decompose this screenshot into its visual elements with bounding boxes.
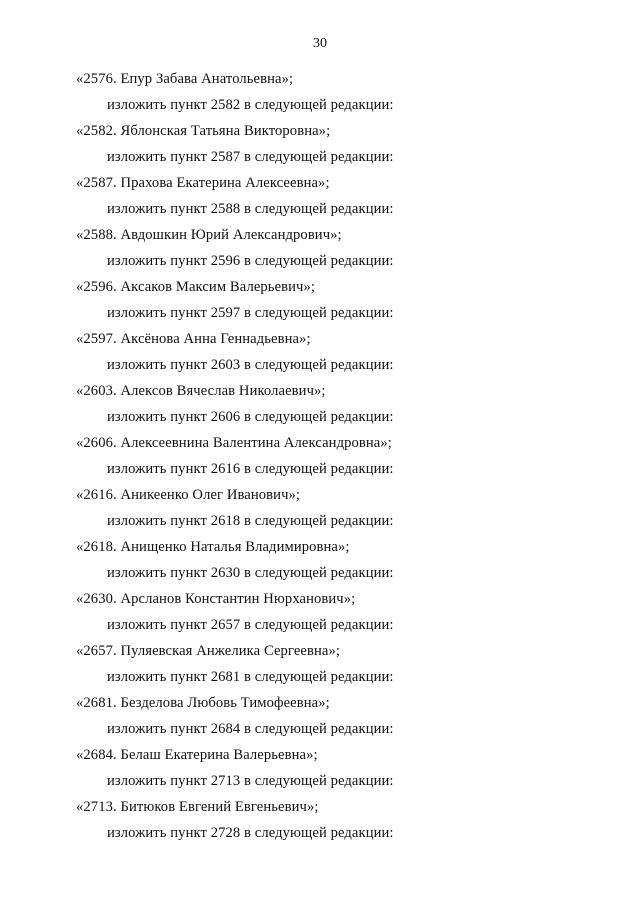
entry-line: «2606. Алексеевнина Валентина Александровна»;: [76, 435, 392, 451]
instruction-line: изложить пункт 2587 в следующей редакции:: [107, 149, 394, 165]
entry-line: «2603. Алексов Вячеслав Николаевич»;: [76, 383, 326, 399]
entry-line: «2618. Анищенко Наталья Владимировна»;: [76, 539, 350, 555]
document-body: [0, 66, 640, 846]
instruction-line: изложить пункт 2616 в следующей редакции:: [107, 461, 394, 477]
instruction-line: изложить пункт 2588 в следующей редакции:: [107, 201, 394, 217]
instruction-line: изложить пункт 2713 в следующей редакции:: [107, 773, 394, 789]
instruction-line: изложить пункт 2603 в следующей редакции:: [107, 357, 394, 373]
entry-line: «2616. Аникеенко Олег Иванович»;: [76, 487, 301, 503]
instruction-line: изложить пункт 2657 в следующей редакции:: [107, 617, 394, 633]
instruction-line: изложить пункт 2596 в следующей редакции:: [107, 253, 394, 269]
instruction-line: изложить пункт 2684 в следующей редакции:: [107, 721, 394, 737]
entry-line: «2597. Аксёнова Анна Геннадьевна»;: [76, 331, 311, 347]
instruction-line: изложить пункт 2597 в следующей редакции:: [107, 305, 394, 321]
instruction-line: изложить пункт 2728 в следующей редакции:: [107, 825, 394, 841]
entry-line: «2657. Пуляевская Анжелика Сергеевна»;: [76, 643, 341, 659]
entry-line: «2582. Яблонская Татьяна Викторовна»;: [76, 123, 331, 139]
entry-line: «2681. Безделова Любовь Тимофеевна»;: [76, 695, 330, 711]
entry-line: «2596. Аксаков Максим Валерьевич»;: [76, 279, 316, 295]
instruction-line: изложить пункт 2630 в следующей редакции:: [107, 565, 394, 581]
entry-line: «2587. Прахова Екатерина Алексеевна»;: [76, 175, 330, 191]
entry-line: «2713. Битюков Евгений Евгеньевич»;: [76, 799, 319, 815]
instruction-line: изложить пункт 2606 в следующей редакции:: [107, 409, 394, 425]
instruction-line: изложить пункт 2618 в следующей редакции:: [107, 513, 394, 529]
page-number: 30: [313, 36, 327, 51]
entry-line: «2576. Епур Забава Анатольевна»;: [76, 71, 294, 87]
entry-line: «2684. Белаш Екатерина Валерьевна»;: [76, 747, 318, 763]
instruction-line: изложить пункт 2582 в следующей редакции:: [107, 97, 394, 113]
entry-line: «2630. Арсланов Константин Нюрханович»;: [76, 591, 356, 607]
entry-line: «2588. Авдошкин Юрий Александрович»;: [76, 227, 342, 243]
instruction-line: изложить пункт 2681 в следующей редакции:: [107, 669, 394, 685]
